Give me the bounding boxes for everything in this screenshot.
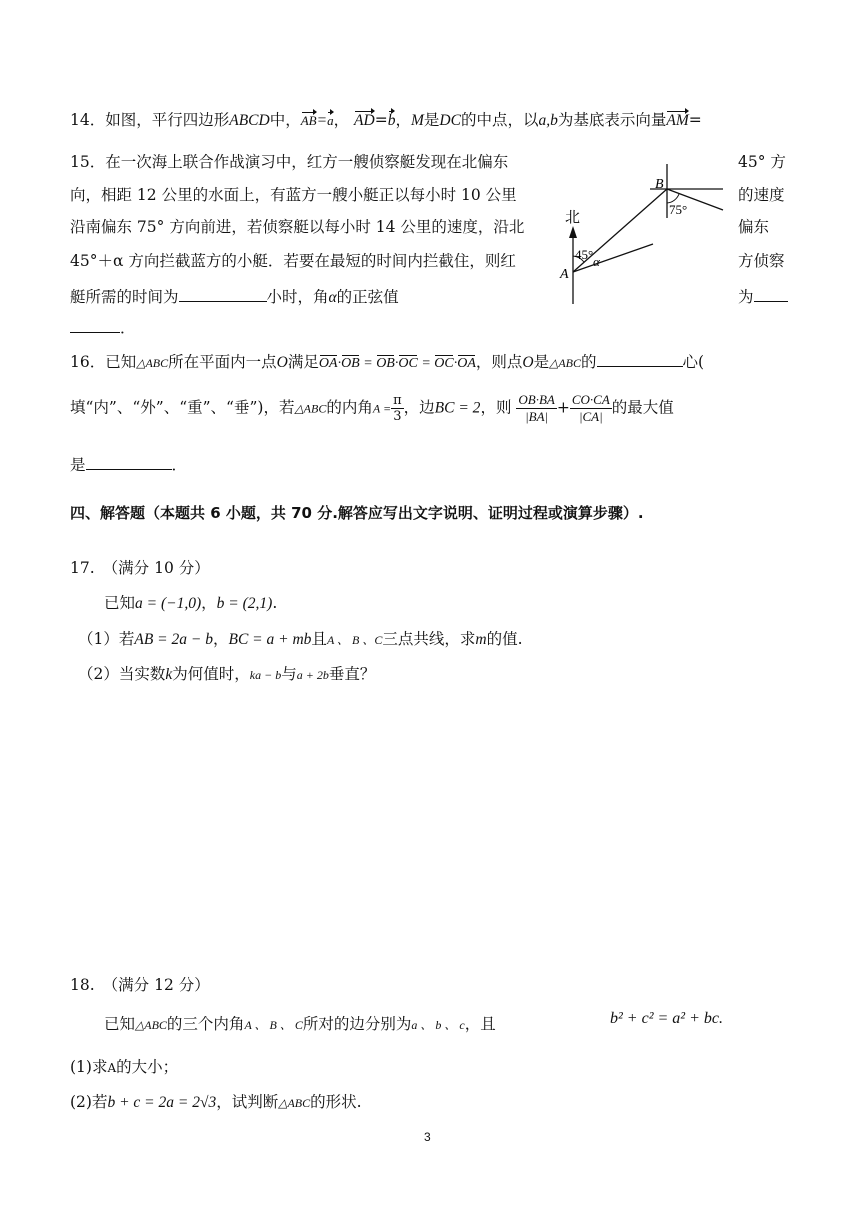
answer-blank-max[interactable] xyxy=(86,455,172,470)
question-15-line-3: 沿南偏东 75° 方向前进，若侦察艇以每小时 14 公里的速度，沿北 xyxy=(70,218,525,236)
question-17-part-2: （2）当实数k为何值时，ka − b与a + 2b垂直？ xyxy=(78,665,376,683)
question-number: 18. xyxy=(70,976,95,994)
pi-over-3: $\frac{\pi}{3}$ xyxy=(393,393,402,424)
question-15-line-6: ． xyxy=(70,316,136,338)
question-number: 16． xyxy=(70,353,106,371)
question-15-line-3-right: 偏东 xyxy=(738,218,770,236)
question-18-part-1: (1)求A的大小； xyxy=(70,1058,179,1076)
fraction-co-ca: $\frac{CO\cdot CA}{|CA|}$ xyxy=(571,392,610,424)
question-15-line-5: 艇所需的时间为 小时，角α的正弦值 xyxy=(70,288,399,306)
point-b-label: B xyxy=(655,177,664,192)
question-15-line-1: 15．在一次海上联合作战演习中，红方一艘侦察艇发现在北偏东 xyxy=(70,153,509,171)
question-number: 17. xyxy=(70,559,95,577)
question-17-part-1: （1）若AB = 2a − b，BC = a + mb且A 、 B 、C三点共线，求m的值. xyxy=(78,630,523,648)
question-15-line-5-right: 为 xyxy=(738,285,788,307)
question-18-header: 18. （满分 12 分） xyxy=(70,976,210,994)
question-18-part-2: (2)若b + c = 2a = 2√3，试判断△ABC的形状. xyxy=(70,1093,362,1111)
question-16-line-3: 是 ． xyxy=(70,456,188,474)
north-label: 北 xyxy=(565,208,581,226)
angle-45-label: 45° xyxy=(575,247,594,262)
angle-75-label: 75° xyxy=(669,202,688,217)
answer-blank-sine[interactable] xyxy=(754,287,788,302)
question-18-given: 已知△ABC的三个内角A 、 B 、 C所对的边分别为a 、 b 、 c，且 xyxy=(104,1015,496,1033)
answer-blank-sine-cont xyxy=(70,318,120,333)
question-15-line-2: 向，相距 12 公里的水面上，有蓝方一艘小艇正以每小时 10 公里 xyxy=(70,186,517,204)
angle-alpha-label: α xyxy=(593,254,600,269)
question-18-equation: b² + c² = a² + bc. xyxy=(610,1010,723,1027)
question-15-line-1-right: 45° 方 xyxy=(738,153,786,171)
question-number: 14． xyxy=(70,111,106,129)
north-arrow-icon xyxy=(569,226,577,238)
question-17-header: 17. （满分 10 分） xyxy=(70,559,210,577)
answer-blank-time[interactable] xyxy=(179,287,267,302)
question-15-line-2-right: 的速度 xyxy=(738,186,785,204)
question-15-line-4: 45°＋α 方向拦截蓝方的小艇．若要在最短的时间内拦截住，则红 xyxy=(70,252,516,270)
question-16-line-2: 填“内”、“外”、“重”、“垂”)，若△ABC的内角A = $\frac{\pi}{3}$ ，边BC = 2，则 $\frac{OB\cdot BA}{|BA|}$ + $\frac{CO\cdot CA}{|CA|}$ 的最大值 xyxy=(70,392,674,424)
fraction-ob-ba: $\frac{OB\cdot BA}{|BA|}$ xyxy=(518,392,555,424)
question-number: 15． xyxy=(70,153,106,171)
question-14: 14．如图，平行四边形ABCD中，AB=a， AD=b，M是DC的中点，以a,b为基底表示向量AM= xyxy=(70,111,702,129)
page-number: 3 xyxy=(424,1130,431,1144)
section-heading: 四、解答题（本题共 6 小题，共 70 分.解答应写出文字说明、证明过程或演算步骤）. xyxy=(70,504,644,522)
dot-product-equation: OA·OB = OB·OC = OC·OA xyxy=(318,356,476,371)
question-17-given: 已知a = (−1,0)，b = (2,1). xyxy=(104,594,278,612)
interception-diagram xyxy=(555,158,730,306)
answer-blank-center[interactable] xyxy=(597,352,683,367)
question-15-line-4-right: 方侦察 xyxy=(738,252,785,270)
question-16-line-1: 16．已知△ABC所在平面内一点O满足OA·OB = OB·OC = OC·OA，则点O是△ABC的 心( xyxy=(70,353,705,371)
point-a-label: A xyxy=(560,267,569,282)
